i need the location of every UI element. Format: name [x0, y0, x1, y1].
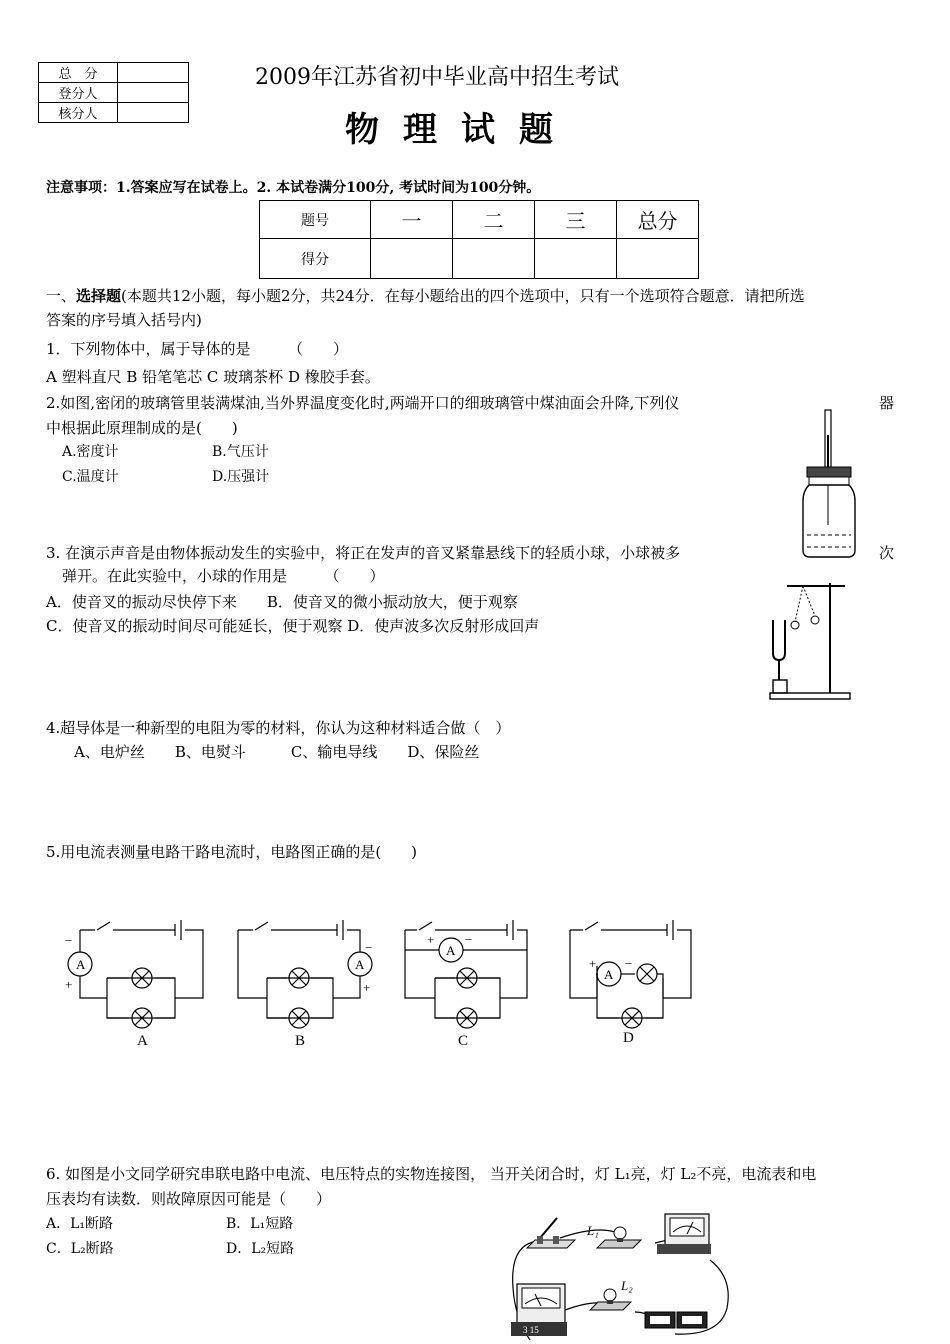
q1-stem: 1．下列物体中，属于导体的是 （ ） [46, 340, 349, 358]
q5-circuit-overlay [55, 910, 715, 1055]
circuit-label-d: D [623, 1030, 634, 1046]
circuit-a-minus: − [65, 933, 73, 948]
score-box-recorder-label: 登分人 [39, 83, 118, 103]
q3-options-ab: A．使音叉的振动尽快停下来 B．使音叉的微小振动放大，便于观察 [46, 593, 518, 611]
circuit-label-a: A [137, 1033, 148, 1049]
q2-option-d: D.压强计 [212, 469, 270, 485]
score-box [38, 62, 189, 123]
circuit-label-c: C [458, 1033, 469, 1049]
q3-options-cd: C．使音叉的振动时间尽可能延长，便于观察 D．使声波多次反射形成回声 [46, 617, 540, 635]
grade-header-cell: 一 [371, 201, 453, 239]
q6-stem-line2: 压表均有读数．则故障原因可能是（ ） [46, 1190, 332, 1208]
switch-icon [527, 1218, 575, 1248]
circuit-a-plus: + [65, 977, 73, 992]
grade-score-cell[interactable] [617, 239, 699, 279]
q3-tuning-fork-figure [765, 578, 860, 703]
bulb-l1-label: L₁ [587, 1223, 599, 1238]
grade-score-cell[interactable] [453, 239, 535, 279]
q6-circuit-figure [505, 1208, 740, 1344]
ammeter-icon [657, 1214, 711, 1254]
q6-option-b: B．L₁短路 [226, 1216, 294, 1232]
q2-option-a: A.密度计 [62, 444, 119, 460]
grade-score-cell[interactable] [371, 239, 453, 279]
q3-stem-line2: 弹开。在此实验中，小球的作用是 （ ） [62, 567, 385, 585]
score-box-recorder-cell[interactable] [118, 83, 189, 103]
section1-prefix: 一、 [46, 287, 77, 305]
q3-stem-line1: 3. 在演示声音是由物体振动发生的实验中，将正在发声的音叉紧靠悬线下的轻质小球，小球被多 [46, 544, 681, 562]
grade-header-cell: 总分 [617, 201, 699, 239]
q2-stem-line1: 2.如图,密闭的玻璃管里装满煤油,当外界温度变化时,两端开口的细玻璃管中煤油面会升降,下列仪 [46, 394, 680, 412]
circuit-b-plus: + [363, 980, 371, 995]
circuit-a-meter-label: A [76, 957, 86, 972]
battery-icon [645, 1312, 707, 1328]
q6-option-c: C．L₂断路 [46, 1241, 114, 1257]
q6-stem-line1: 6. 如图是小文同学研究串联电路中电流、电压特点的实物连接图， 当开关闭合时，灯 L₁亮，灯 L₂不亮，电流表和电 [46, 1165, 817, 1183]
q2-bottle-figure [795, 405, 865, 560]
circuit-c-plus: + [427, 932, 435, 947]
q2-option-b: B.气压计 [212, 444, 269, 460]
grade-header-cell: 题号 [260, 201, 371, 239]
voltmeter-icon [511, 1284, 567, 1336]
exam-notice: 注意事项：1.答案应写在试卷上。2. 本试卷满分100分, 考试时间为100分钟。 [46, 180, 541, 196]
exam-title: 2009年江苏省初中毕业高中招生考试 [255, 65, 619, 90]
score-box-checker-label: 核分人 [39, 103, 118, 123]
q1-options: A 塑料直尺 B 铅笔笔芯 C 玻璃茶杯 D 橡胶手套。 [46, 368, 380, 386]
bulb-l2-label: L₂ [621, 1278, 633, 1293]
q5-stem: 5.用电流表测量电路干路电流时，电路图正确的是( ) [46, 843, 418, 861]
score-box-total-cell[interactable] [118, 63, 189, 83]
grade-score-label: 得分 [260, 239, 371, 279]
q4-options: A、电炉丝 B、电熨斗 C、输电导线 D、保险丝 [74, 743, 480, 761]
circuit-b-meter-label: A [355, 957, 365, 972]
grade-score-cell[interactable] [535, 239, 617, 279]
q2-stem-line2: 中根据此原理制成的是( ) [46, 419, 238, 437]
q2-stem-tail: 器 [879, 394, 895, 412]
circuit-label-b: B [295, 1033, 306, 1049]
circuit-d-minus: − [625, 956, 633, 971]
bulb-l1-icon [586, 1223, 641, 1248]
circuit-d-plus: + [589, 956, 597, 971]
section1-line1 [46, 284, 805, 309]
bulb-l2-icon [590, 1278, 633, 1310]
score-box-checker-cell[interactable] [118, 103, 189, 123]
grade-header-cell: 二 [453, 201, 535, 239]
subject-title: 物理试题 [345, 110, 577, 150]
grade-table [259, 200, 699, 279]
q3-stem-tail: 次 [879, 544, 895, 562]
circuit-d-meter-label: A [604, 967, 614, 982]
circuit-c-meter-label: A [446, 943, 456, 958]
q6-option-a: A．L₁断路 [46, 1216, 114, 1232]
grade-header-cell: 三 [535, 201, 617, 239]
q2-option-c: C.温度计 [62, 469, 119, 485]
section1-desc-line2: 答案的序号填入括号内) [46, 311, 202, 329]
circuit-b-minus: − [365, 940, 373, 955]
voltmeter-scale: 3 15 [523, 1325, 539, 1335]
section1-name: 选择题 [76, 287, 122, 305]
q4-stem: 4.超导体是一种新型的电阻为零的材料，你认为这种材料适合做（ ） [46, 719, 511, 737]
circuit-c-minus: − [465, 932, 473, 947]
score-box-total-label: 总 分 [39, 63, 118, 83]
section1-desc: (本题共12小题，每小题2分，共24分．在每小题给出的四个选项中，只有一个选项符合题意．请把所选 [121, 287, 805, 305]
q6-option-d: D．L₂短路 [226, 1241, 295, 1257]
